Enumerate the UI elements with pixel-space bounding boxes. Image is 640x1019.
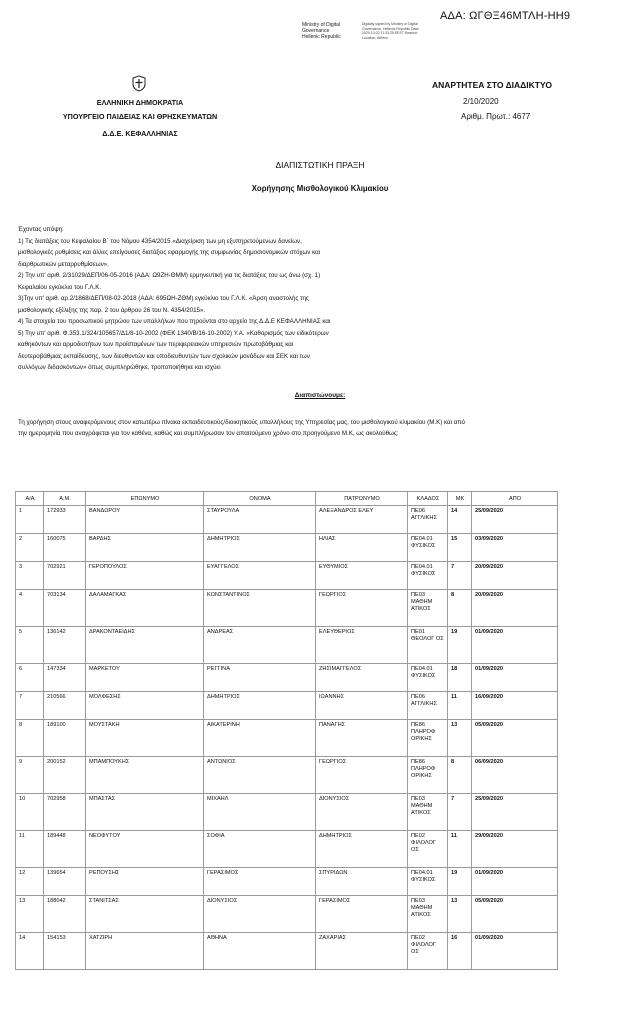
coat-of-arms-icon (131, 75, 147, 97)
table-row (16, 692, 558, 720)
decision-intro: Τη χορήγηση στους αναφερόμενους στον κατωτέρω πίνακα εκπαιδευτικούς/διοικητικούς υπαλλήλους της Υπηρεσίας μας, του μισθολογικού κλιμακίου (Μ.Κ) και από την ημερομηνία που αναγράφεται για τον καθένα, καθώς και συμπλήρωσαν τον απαιτούμενο χρόνο στο προηγούμενο Μ.Κ, ως ακολούθως: (18, 419, 465, 437)
cell-surname: ΜΟΛΦΕΣΗΣ (86, 692, 204, 720)
cell-surname: ΡΕΠΟΥΣΗΣ (86, 868, 204, 896)
cell-branch: ΠΕ04.01 ΦΥΣΙΚΟΣ (408, 868, 448, 896)
table-row (16, 720, 558, 757)
cell-mk: 8 (448, 590, 472, 627)
cell-am: 139654 (44, 868, 86, 896)
cell-am: 160075 (44, 534, 86, 562)
cell-from: 06/09/2020 (472, 757, 558, 794)
cell-branch: ΠΕ86 ΠΛΗΡΟΦ ΟΡΙΚΗΣ (408, 720, 448, 757)
cell-from: 01/09/2020 (472, 627, 558, 664)
cell-surname: ΜΠΑΜΠΟΥΚΗΣ (86, 757, 204, 794)
table-body (16, 506, 558, 970)
table-row (16, 933, 558, 970)
cell-branch: ΠΕ01 ΘΕΟΛΟΓ ΟΣ (408, 627, 448, 664)
cell-branch: ΠΕ04.01 ΦΥΣΙΚΟΣ (408, 562, 448, 590)
cell-from: 20/09/2020 (472, 590, 558, 627)
signature-line: Governance (302, 28, 330, 34)
body-line: διαρθρωτικών μεταρρυθμίσεων». (18, 260, 109, 268)
cell-mk: 14 (448, 506, 472, 534)
body-line: Έχοντας υπόψη: (18, 226, 64, 233)
cell-surname: ΜΟΥΣΤΑΚΗ (86, 720, 204, 757)
cell-branch: ΠΕ03 ΜΑΘΗΜ ΑΤΙΚΟΣ (408, 590, 448, 627)
cell-am: 188042 (44, 896, 86, 933)
cell-name: ΚΩΝΣΤΑΝΤΙΝΟΣ (204, 590, 316, 627)
cell-name: ΜΙΧΑΗΛ (204, 794, 316, 831)
cell-name: ΓΕΡΑΣΙΜΟΣ (204, 868, 316, 896)
cell-am: 703134 (44, 590, 86, 627)
cell-am: 172933 (44, 506, 86, 534)
cell-mk: 19 (448, 627, 472, 664)
cell-aa: 14 (16, 933, 44, 970)
cell-branch: ΠΕ02 ΦΙΛΟΛΟΓ ΟΣ (408, 933, 448, 970)
cell-father: ΓΕΩΡΓΙΟΣ (316, 590, 408, 627)
cell-branch: ΠΕ86 ΠΛΗΡΟΦ ΟΡΙΚΗΣ (408, 757, 448, 794)
cell-name: ΣΤΑΥΡΟΥΛΑ (204, 506, 316, 534)
cell-father: ΖΑΧΑΡΙΑΣ (316, 933, 408, 970)
cell-aa: 8 (16, 720, 44, 757)
cell-mk: 16 (448, 933, 472, 970)
body-line: μισθολογικές ρυθμίσεις και άλλες επείγουσες διατάξεις εφαρμογής της συμφωνίας δημοσιονομικών στόχων και (18, 249, 321, 256)
cell-am: 200152 (44, 757, 86, 794)
cell-am: 702921 (44, 562, 86, 590)
cell-am: 189448 (44, 831, 86, 868)
body-line: καθηκόντων και αρμοδιοτήτων των προϊσταμένων των περιφερειακών υπηρεσιών πρωτοβάθμιας και (18, 341, 294, 348)
cell-from: 20/09/2020 (472, 562, 558, 590)
cell-mk: 18 (448, 664, 472, 692)
cell-name: ΔΗΜΗΤΡΙΟΣ (204, 534, 316, 562)
cell-father: ΕΛΕΥΘΕΡΙΟΣ (316, 627, 408, 664)
table-row (16, 562, 558, 590)
cell-aa: 5 (16, 627, 44, 664)
cell-mk: 19 (448, 868, 472, 896)
cell-father: ΙΩΑΝΝΗΣ (316, 692, 408, 720)
body-line: 2) Την υπ' αριθ. 2/31029/ΔΕΠ/06-05-2016 (ΑΔΑ: Ω9ΖΗ-ΘΜΜ) ερμηνευτική για τις διατάξεις του ως άνω (σχ. 1) (18, 272, 321, 279)
cell-father: ΣΠΥΡΙΔΩΝ (316, 868, 408, 896)
cell-father: ΑΛΕΞΑΝΔΡΟΣ ΕΛΕΥ (316, 506, 408, 534)
table-row (16, 534, 558, 562)
cell-name: ΡΕΓΓΙΝΑ (204, 664, 316, 692)
col-header-aa: Α/Α (16, 492, 44, 506)
cell-from: 01/09/2020 (472, 933, 558, 970)
cell-surname: ΜΑΡΚΕΤΟΥ (86, 664, 204, 692)
cell-mk: 7 (448, 794, 472, 831)
cell-mk: 15 (448, 534, 472, 562)
cell-from: 29/09/2020 (472, 831, 558, 868)
cell-am: 147334 (44, 664, 86, 692)
cell-from: 16/09/2020 (472, 692, 558, 720)
col-header-name: ΟΝΟΜΑ (204, 492, 316, 506)
body-line: μισθολογικής εξέλιξης της παρ. 2 του άρθρου 26 του Ν. 4354/2015». (18, 306, 206, 314)
cell-branch: ΠΕ02 ΦΙΛΟΛΟΓ ΟΣ (408, 831, 448, 868)
signature-line: Hellenic Republic (302, 34, 341, 40)
cell-surname: ΒΑΡΔΗΣ (86, 534, 204, 562)
signature-line: Ministry of Digital (302, 22, 341, 28)
cell-from: 25/09/2020 (472, 506, 558, 534)
body-line: δευτεροβάθμιας εκπαίδευσης, των διευθυντών και υποδιευθυντών των σχολικών μονάδων και ΣΕΚ και των (18, 352, 310, 360)
cell-aa: 12 (16, 868, 44, 896)
cell-surname: ΒΑΝΔΩΡΟΥ (86, 506, 204, 534)
table-row (16, 664, 558, 692)
table-row (16, 590, 558, 627)
salary-step-table (15, 491, 558, 970)
digital-signature (302, 22, 341, 40)
cell-am: 210566 (44, 692, 86, 720)
cell-name: ΔΗΜΗΤΡΙΟΣ (204, 692, 316, 720)
cell-father: ΗΛΙΑΣ (316, 534, 408, 562)
table-row (16, 794, 558, 831)
publish-note: ΑΝΑΡΤΗΤΕΑ ΣΤΟ ΔΙΑΔΙΚΤΥΟ (432, 80, 552, 90)
col-header-surname: ΕΠΩΝΥΜΟ (86, 492, 204, 506)
cell-branch: ΠΕ03 ΜΑΘΗΜ ΑΤΙΚΟΣ (408, 794, 448, 831)
cell-from: 05/09/2020 (472, 896, 558, 933)
cell-name: ΑΘΗΝΑ (204, 933, 316, 970)
body-line: Κεφαλαίου εγκύκλιο του Γ.Λ.Κ. (18, 283, 102, 291)
cell-father: ΖΗΣΙΜΑΓΓΕΛΟΣ (316, 664, 408, 692)
ada-code: ΑΔΑ: ΩΓΘΞ46ΜΤΛΗ-ΗΗ9 (440, 10, 571, 22)
cell-name: ΕΥΑΓΓΕΛΟΣ (204, 562, 316, 590)
cell-aa: 10 (16, 794, 44, 831)
cell-from: 25/09/2020 (472, 794, 558, 831)
table-row (16, 868, 558, 896)
cell-name: ΣΟΦΙΑ (204, 831, 316, 868)
cell-from: 01/09/2020 (472, 868, 558, 896)
cell-mk: 7 (448, 562, 472, 590)
cell-am: 702958 (44, 794, 86, 831)
cell-mk: 13 (448, 720, 472, 757)
table-row (16, 896, 558, 933)
cell-father: ΕΥΘΥΜΙΟΣ (316, 562, 408, 590)
signature-details: Digitally signed by Ministry of Digital Governance, Hellenic Republic Date: 2020.10.02 11:33:25 EEST Reason: Location: Athens (362, 22, 420, 40)
document-date: 2/10/2020 (463, 97, 499, 106)
cell-branch: ΠΕ06 ΑΓΓΛΙΚΗΣ (408, 506, 448, 534)
directorate-name: Δ.Δ.Ε. ΚΕΦΑΛΛΗΝΙΑΣ (102, 129, 178, 138)
cell-mk: 8 (448, 757, 472, 794)
cell-branch: ΠΕ03 ΜΑΘΗΜ ΑΤΙΚΟΣ (408, 896, 448, 933)
body-line: 5) Την υπ' αριθ. Φ.353.1/324/105657/Δ1/8-10-2002 (ΦΕΚ 1340/Β/16-10-2002) Υ.Α. «Καθορισμός των ειδικότερων (18, 329, 329, 337)
cell-aa: 3 (16, 562, 44, 590)
cell-aa: 4 (16, 590, 44, 627)
cell-from: 01/09/2020 (472, 664, 558, 692)
col-header-from: ΑΠΟ (472, 492, 558, 506)
body-line: 3)Την υπ' αριθ. αρ.2/1868/ΔΕΠ/08-02-2018 (ΑΔΑ: 695ΩΗ-ΖΘΜ) εγκύκλιο του Γ.Λ.Κ. «Άρση αναστολής της (18, 295, 309, 302)
cell-aa: 6 (16, 664, 44, 692)
col-header-mk: ΜΚ (448, 492, 472, 506)
cell-surname: ΜΠΑΣΤΑΣ (86, 794, 204, 831)
col-header-am: Α.Μ. (44, 492, 86, 506)
cell-aa: 1 (16, 506, 44, 534)
cell-surname: ΓΕΡΟΠΟΥΛΟΣ (86, 562, 204, 590)
cell-aa: 9 (16, 757, 44, 794)
cell-surname: ΧΑΤΖΙΡΗ (86, 933, 204, 970)
cell-father: ΓΕΡΑΣΙΜΟΣ (316, 896, 408, 933)
table-row (16, 757, 558, 794)
table-row (16, 506, 558, 534)
cell-branch: ΠΕ06 ΑΓΓΛΙΚΗΣ (408, 692, 448, 720)
cell-father: ΔΙΟΝΥΣΙΟΣ (316, 794, 408, 831)
cell-father: ΠΑΝΑΓΗΣ (316, 720, 408, 757)
cell-am: 136142 (44, 627, 86, 664)
document-subtitle: Χορήγησης Μισθολογικού Κλιμακίου (251, 184, 389, 193)
cell-branch: ΠΕ04.01 ΦΥΣΙΚΟΣ (408, 664, 448, 692)
cell-aa: 7 (16, 692, 44, 720)
cell-mk: 11 (448, 692, 472, 720)
org-name: ΕΛΛΗΝΙΚΗ ΔΗΜΟΚΡΑΤΙΑ (96, 98, 184, 107)
cell-aa: 11 (16, 831, 44, 868)
cell-father: ΓΕΩΡΓΙΟΣ (316, 757, 408, 794)
body-line: 4) Τα στοιχεία του προσωπικού μητρώου των υπαλλήλων που τηρούνται στο αρχείο της Δ.Δ.Ε ΚΕΦΑΛΛΗΝΙΑΣ και (18, 318, 331, 325)
cell-am: 154153 (44, 933, 86, 970)
cell-name: ΑΝΤΩΝΙΟΣ (204, 757, 316, 794)
cell-name: ΔΙΟΝΥΣΙΟΣ (204, 896, 316, 933)
col-header-branch: ΚΛΑΔΟΣ (408, 492, 448, 506)
cell-aa: 13 (16, 896, 44, 933)
body-line: συλλόγων διδασκόντων» όπως συμπληρώθηκε, τροποποιήθηκε και ισχύει (18, 364, 221, 371)
protocol-number: Αριθμ. Πρωτ.: 4677 (461, 112, 531, 121)
table-row (16, 627, 558, 664)
cell-mk: 11 (448, 831, 472, 868)
ministry-name: ΥΠΟΥΡΓΕΙΟ ΠΑΙΔΕΙΑΣ ΚΑΙ ΘΡΗΣΚΕΥΜΑΤΩΝ (62, 112, 218, 121)
table-header-row (16, 492, 558, 506)
cell-name: ΑΙΚΑΤΕΡΙΝΗ (204, 720, 316, 757)
cell-surname: ΔΡΑΚΟΝΤΑΕΙΔΗΣ (86, 627, 204, 664)
decision-heading: Διαπιστώνουμε: (294, 392, 346, 399)
cell-aa: 2 (16, 534, 44, 562)
cell-name: ΑΝΔΡΕΑΣ (204, 627, 316, 664)
cell-am: 189100 (44, 720, 86, 757)
cell-surname: ΔΑΛΑΜΑΓΚΑΣ (86, 590, 204, 627)
cell-from: 05/09/2020 (472, 720, 558, 757)
cell-from: 03/09/2020 (472, 534, 558, 562)
document-title: ΔΙΑΠΙΣΤΩΤΙΚΗ ΠΡΑΞΗ (275, 160, 365, 170)
body-line: 1) Τις διατάξεις του Κεφαλαίου Β΄ του Νόμου 4354/2015 «Διαχείριση των μη εξυπηρετούμενων δανείων, (18, 237, 302, 245)
cell-surname: ΣΤΑΝΙΤΣΑΣ (86, 896, 204, 933)
col-header-father: ΠΑΤΡΩΝΥΜΟ (316, 492, 408, 506)
cell-mk: 13 (448, 896, 472, 933)
table-row (16, 831, 558, 868)
cell-surname: ΝΕΟΦΥΤΟΥ (86, 831, 204, 868)
cell-branch: ΠΕ04.01 ΦΥΣΙΚΟΣ (408, 534, 448, 562)
cell-father: ΔΗΜΗΤΡΙΟΣ (316, 831, 408, 868)
considerations-text (18, 224, 518, 374)
